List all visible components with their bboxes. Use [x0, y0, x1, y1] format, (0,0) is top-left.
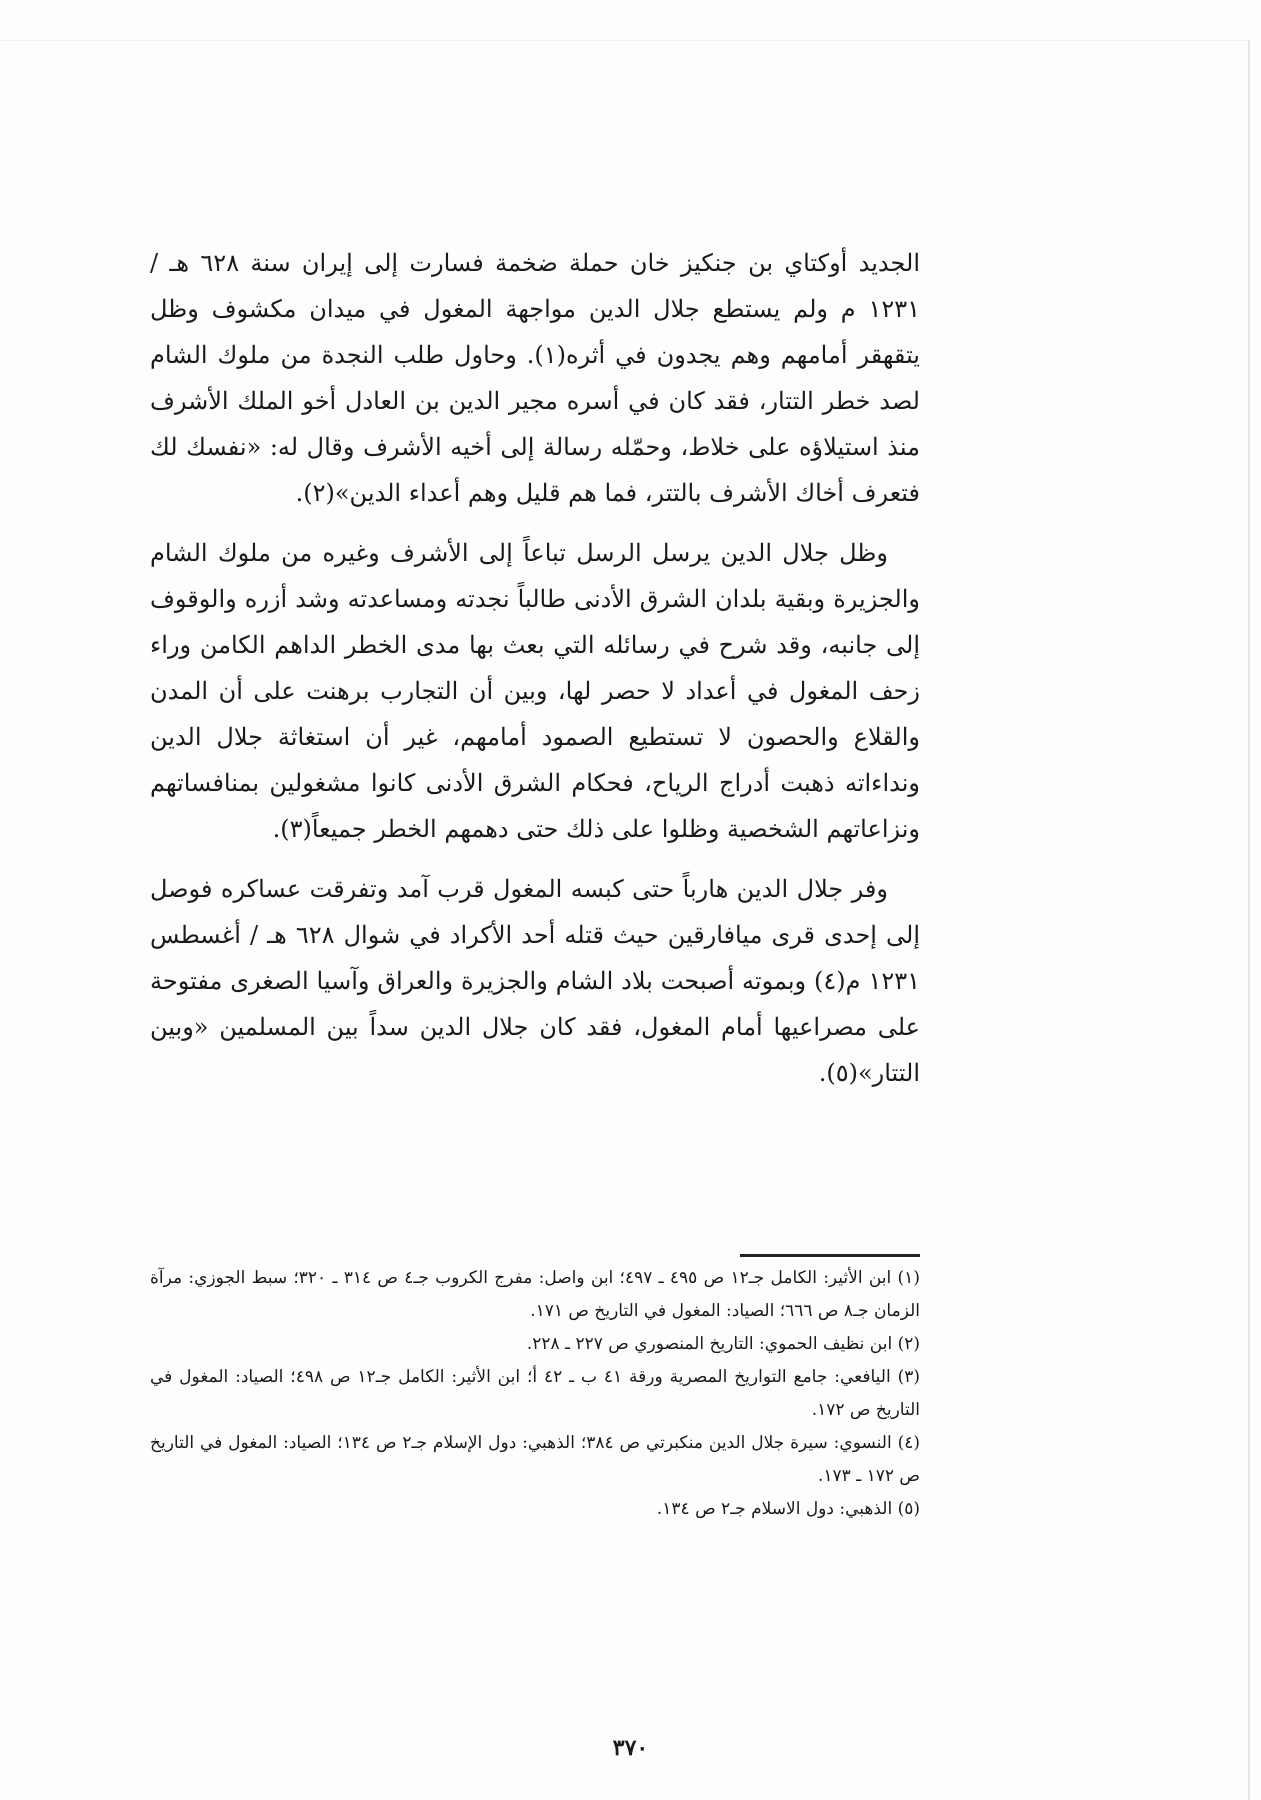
page-number: ٣٧٠ — [612, 1735, 649, 1761]
page-edge-top — [0, 40, 1250, 41]
footnote-5: (٥) الذهبي: دول الاسلام جـ٢ ص ١٣٤. — [656, 1499, 920, 1519]
footnote-divider — [740, 1254, 920, 1257]
main-text — [150, 240, 920, 1110]
footnotes — [150, 1262, 920, 1526]
footnote-1: (١) ابن الأثير: الكامل جـ١٢ ص ٤٩٥ ـ ٤٩٧؛ ابن واصل: مفرج الكروب جـ٤ ص ٣١٤ ـ ٣٢٠؛ سبط الجوزي: مرآة الزمان جـ٨ ص ٦٦٦؛ الصياد: المغول في التاريخ ص ١٧١. — [150, 1268, 920, 1321]
paragraph-1: الجديد أوكتاي بن جنكيز خان حملة ضخمة فسارت إلى إيران سنة ٦٢٨ هـ / ١٢٣١ م ولم يستطع جلال الدين مواجهة المغول في ميدان مكشوف وظل يتقهقر أمامهم وهم يجدون في أثره(١). وحاول طلب النجدة من ملوك الشام لصد خطر التتار، فقد كان في أسره مجير الدين بن العادل أخو الملك الأشرف منذ استيلاؤه على خلاط، وحمّله رسالة إلى أخيه الأشرف وقال له: «نفسك لك فتعرف أخاك الأشرف بالتتر، فما هم قليل وهم أعداء الدين»(٢). — [150, 249, 921, 507]
paragraph-3: وفر جلال الدين هارباً حتى كبسه المغول قرب آمد وتفرقت عساكره فوصل إلى إحدى قرى ميافارقين حيث قتله أحد الأكراد في شوال ٦٢٨ هـ / أغسطس ١٢٣١ م(٤) وبموته أصبحت بلاد الشام والجزيرة والعراق وآسيا الصغرى مفتوحة على مصراعيها أمام المغول، فقد كان جلال الدين سداً بين المسلمين «وبين التتار»(٥). — [150, 875, 921, 1087]
footnote-2: (٢) ابن نظيف الحموي: التاريخ المنصوري ص ٢٢٧ ـ ٢٢٨. — [526, 1334, 920, 1354]
paragraph-2: وظل جلال الدين يرسل الرسل تباعاً إلى الأشرف وغيره من ملوك الشام والجزيرة وبقية بلدان الشرق الأدنى طالباً نجدته ومساعدته وشد أزره والوقوف إلى جانبه، وقد شرح في رسائله التي بعث بها مدى الخطر الداهم الكامن وراء زحف المغول في أعداد لا حصر لها، وبين أن التجارب برهنت على أن المدن والقلاع والحصون لا تستطيع الصمود أمامهم، غير أن استغاثة جلال الدين ونداءاته ذهبت أدراج الرياح، فحكام الشرق الأدنى كانوا مشغولين بمنافساتهم ونزاعاتهم الشخصية وظلوا على ذلك حتى دهمهم الخطر جميعاً(٣). — [150, 539, 920, 843]
footnote-3: (٣) اليافعي: جامع التواريخ المصرية ورقة ٤١ ب ـ ٤٢ أ؛ ابن الأثير: الكامل جـ١٢ ص ٤٩٨؛ الصياد: المغول في التاريخ ص ١٧٢. — [150, 1367, 920, 1420]
page-edge-right — [1248, 40, 1250, 1800]
footnote-4: (٤) النسوي: سيرة جلال الدين منكبرتي ص ٣٨٤؛ الذهبي: دول الإسلام جـ٢ ص ١٣٤؛ الصياد: المغول في التاريخ ص ١٧٢ ـ ١٧٣. — [150, 1433, 920, 1486]
